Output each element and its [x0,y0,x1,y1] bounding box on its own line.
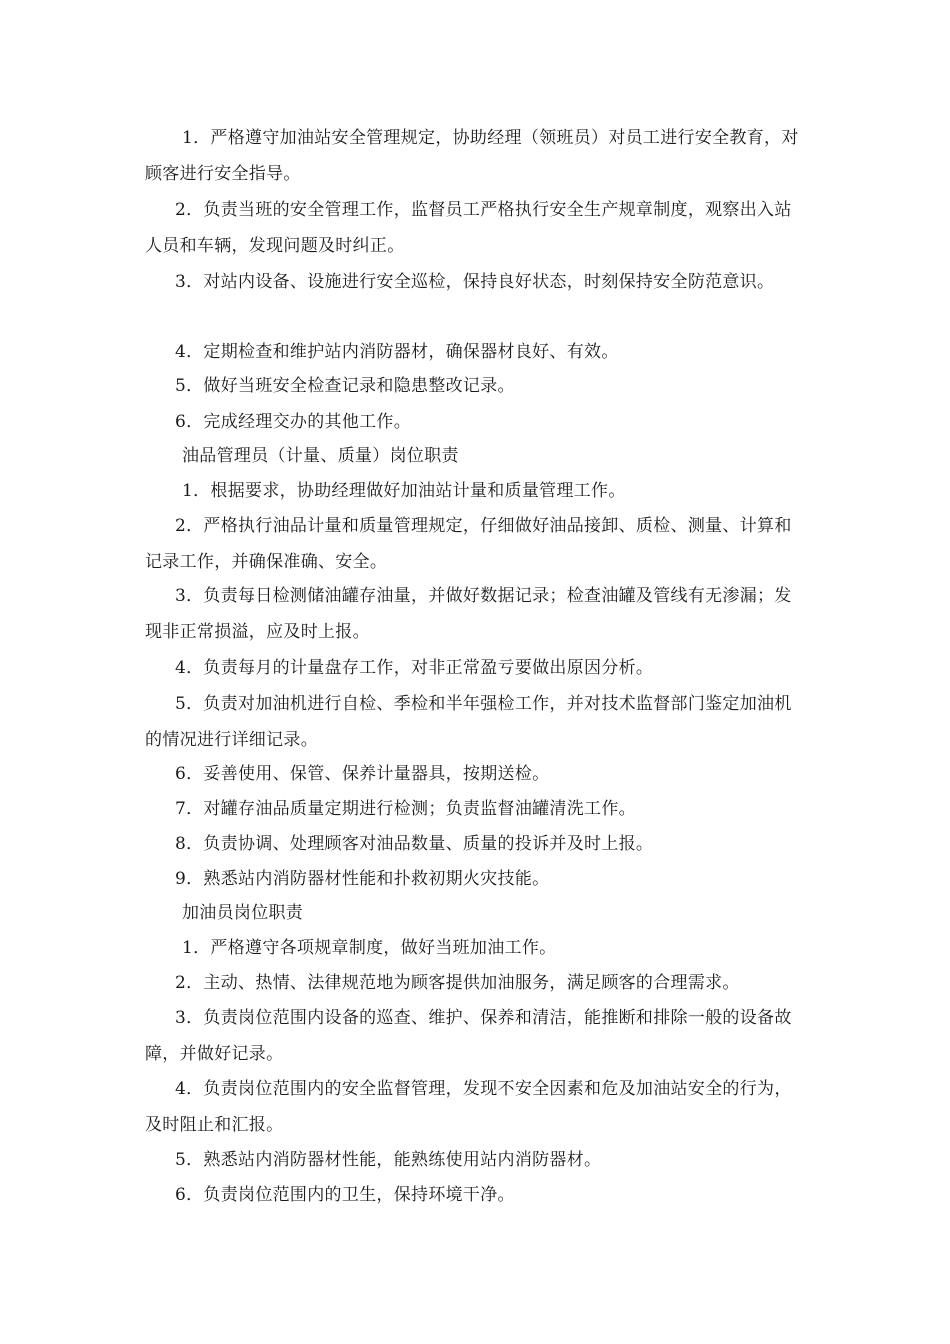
list-item: 2．严格执行油品计量和质量管理规定，仔细做好油品接卸、质检、测量、计算和记录工作，并确保准确、安全。 [145,516,792,572]
list-item: 5．负责对加油机进行自检、季检和半年强检工作，并对技术监督部门鉴定加油机的情况进行详细记录。 [145,694,792,750]
section-title: 油品管理员（计量、质量）岗位职责 [182,446,459,466]
list-item: 5．做好当班安全检查记录和隐患整改记录。 [175,376,515,396]
list-item: 6．完成经理交办的其他工作。 [175,412,412,432]
list-item: 4．负责岗位范围内的安全监督管理，发现不安全因素和危及加油站安全的行为，及时阻止和汇报。 [145,1079,792,1135]
list-item: 2．主动、热情、法律规范地为顾客提供加油服务，满足顾客的合理需求。 [175,973,740,993]
list-item: 5．熟悉站内消防器材性能，能熟练使用站内消防器材。 [175,1150,602,1170]
section-title: 加油员岗位职责 [182,903,304,923]
list-item: 3．负责每日检测储油罐存油量，并做好数据记录；检查油罐及管线有无渗漏；发现非正常损溢，应及时上报。 [145,586,792,642]
list-item: 3．对站内设备、设施进行安全巡检，保持良好状态，时刻保持安全防范意识。 [175,272,775,292]
list-item: 3．负责岗位范围内设备的巡查、维护、保养和清洁，能推断和排除一般的设备故障，并做好记录。 [145,1008,792,1064]
list-item: 1．严格遵守加油站安全管理规定，协助经理（领班员）对员工进行安全教育，对顾客进行安全指导。 [145,128,799,184]
list-item: 1．严格遵守各项规章制度，做好当班加油工作。 [182,938,557,958]
list-item: 2．负责当班的安全管理工作，监督员工严格执行安全生产规章制度，观察出入站人员和车辆，发现问题及时纠正。 [145,200,792,256]
list-item: 4．定期检查和维护站内消防器材，确保器材良好、有效。 [175,342,619,362]
list-item: 8．负责协调、处理顾客对油品数量、质量的投诉并及时上报。 [175,834,654,854]
list-item: 1．根据要求，协助经理做好加油站计量和质量管理工作。 [182,481,626,501]
list-item: 9．熟悉站内消防器材性能和扑救初期火灾技能。 [175,869,550,889]
list-item: 6．妥善使用、保管、保养计量器具，按期送检。 [175,764,550,784]
list-item: 4．负责每月的计量盘存工作，对非正常盈亏要做出原因分析。 [175,658,654,678]
list-item: 7．对罐存油品质量定期进行检测；负责监督油罐清洗工作。 [175,799,636,819]
list-item: 6．负责岗位范围内的卫生，保持环境干净。 [175,1185,515,1205]
